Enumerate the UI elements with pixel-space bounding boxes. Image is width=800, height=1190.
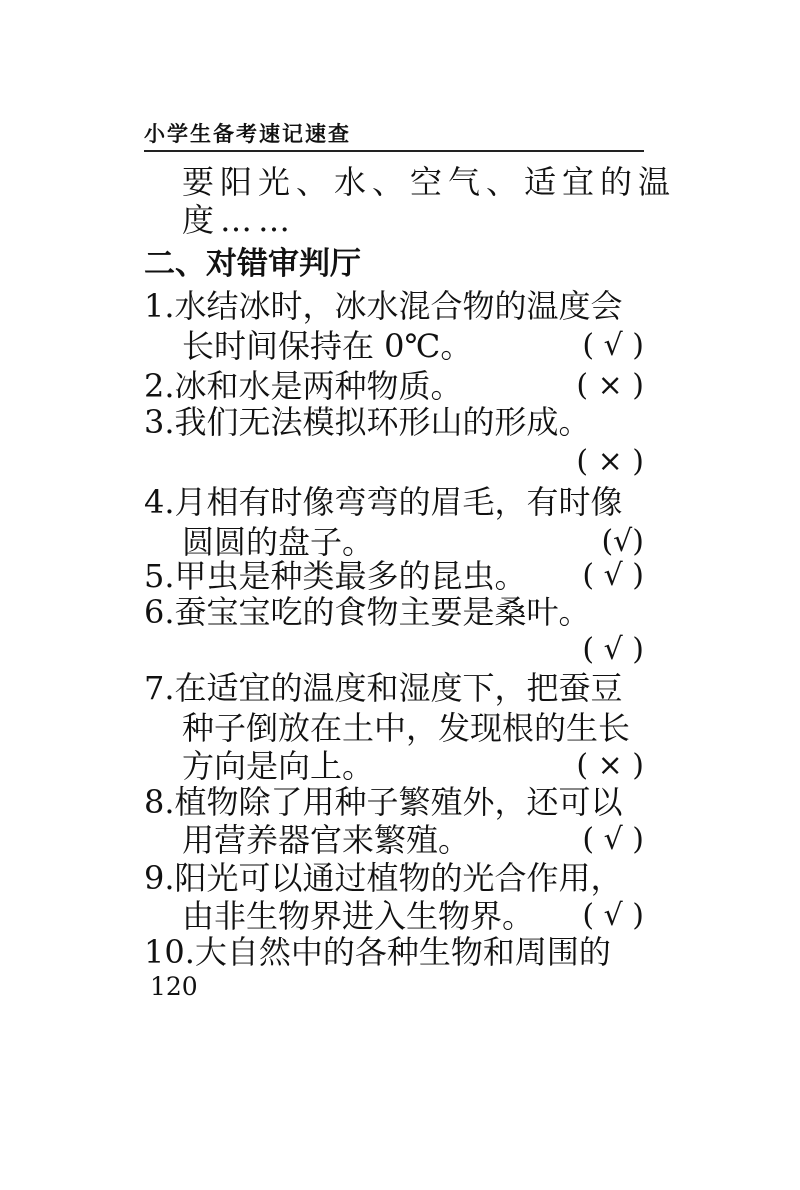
question-number: 5. (144, 557, 175, 595)
question-number: 3. (144, 403, 175, 441)
question-text: 水结冰时，冰水混合物的温度会 (174, 287, 623, 325)
page-number: 120 (150, 972, 198, 1001)
intro-line-2: 度…… (182, 201, 297, 239)
question-7-line-1 (144, 666, 644, 710)
question-number: 1. (144, 287, 175, 325)
question-number: 10. (144, 933, 195, 971)
question-text: 植物除了用种子繁殖外，还可以 (174, 783, 623, 821)
question-number: 6. (144, 593, 175, 631)
running-header: 小学生备考速记速查 (144, 122, 351, 146)
answer-mark: ( √ ) (582, 558, 644, 593)
question-text: 长时间保持在 0℃。 (182, 327, 473, 365)
question-10-line-1 (144, 930, 644, 974)
question-number: 4. (144, 483, 175, 521)
question-1-line-2 (182, 324, 644, 368)
answer-mark: (√) (601, 524, 644, 559)
question-text: 我们无法模拟环形山的形成。 (174, 403, 591, 441)
question-text: 蚕宝宝吃的食物主要是桑叶。 (174, 593, 591, 631)
question-number: 2. (144, 367, 175, 405)
question-text: 大自然中的各种生物和周围的 (194, 933, 611, 971)
question-number: 7. (144, 669, 175, 707)
question-text: 月相有时像弯弯的眉毛，有时像 (174, 483, 623, 521)
question-text: 阳光可以通过植物的光合作用， (174, 859, 623, 897)
question-4-line-1 (144, 480, 644, 524)
question-text: 甲虫是种类最多的昆虫。 (174, 557, 527, 595)
answer-mark: ( × ) (576, 368, 644, 403)
question-number: 9. (144, 859, 175, 897)
answer-mark: ( × ) (576, 444, 644, 479)
question-1-line-1 (144, 284, 644, 328)
answer-mark: ( √ ) (582, 898, 644, 933)
question-3-answer-line (144, 440, 644, 484)
answer-mark: ( √ ) (582, 822, 644, 857)
answer-mark: ( √ ) (582, 632, 644, 667)
intro-line-1: 要阳光、水、空气、适宜的温 (182, 163, 677, 201)
question-text: 种子倒放在土中，发现根的生长 (182, 709, 631, 747)
section-title: 二、对错审判厅 (144, 246, 361, 282)
question-text: 冰和水是两种物质。 (174, 367, 463, 405)
question-number: 8. (144, 783, 175, 821)
question-text: 用营养器官来繁殖。 (182, 821, 471, 859)
question-3-line-1 (144, 400, 644, 444)
answer-mark: ( × ) (576, 748, 644, 783)
header-rule (144, 150, 644, 152)
answer-mark: ( √ ) (582, 328, 644, 363)
question-text: 圆圆的盘子。 (182, 523, 375, 561)
question-text: 在适宜的温度和湿度下，把蚕豆 (174, 669, 623, 707)
question-text: 方向是向上。 (182, 747, 375, 785)
question-text: 由非生物界进入生物界。 (182, 897, 535, 935)
